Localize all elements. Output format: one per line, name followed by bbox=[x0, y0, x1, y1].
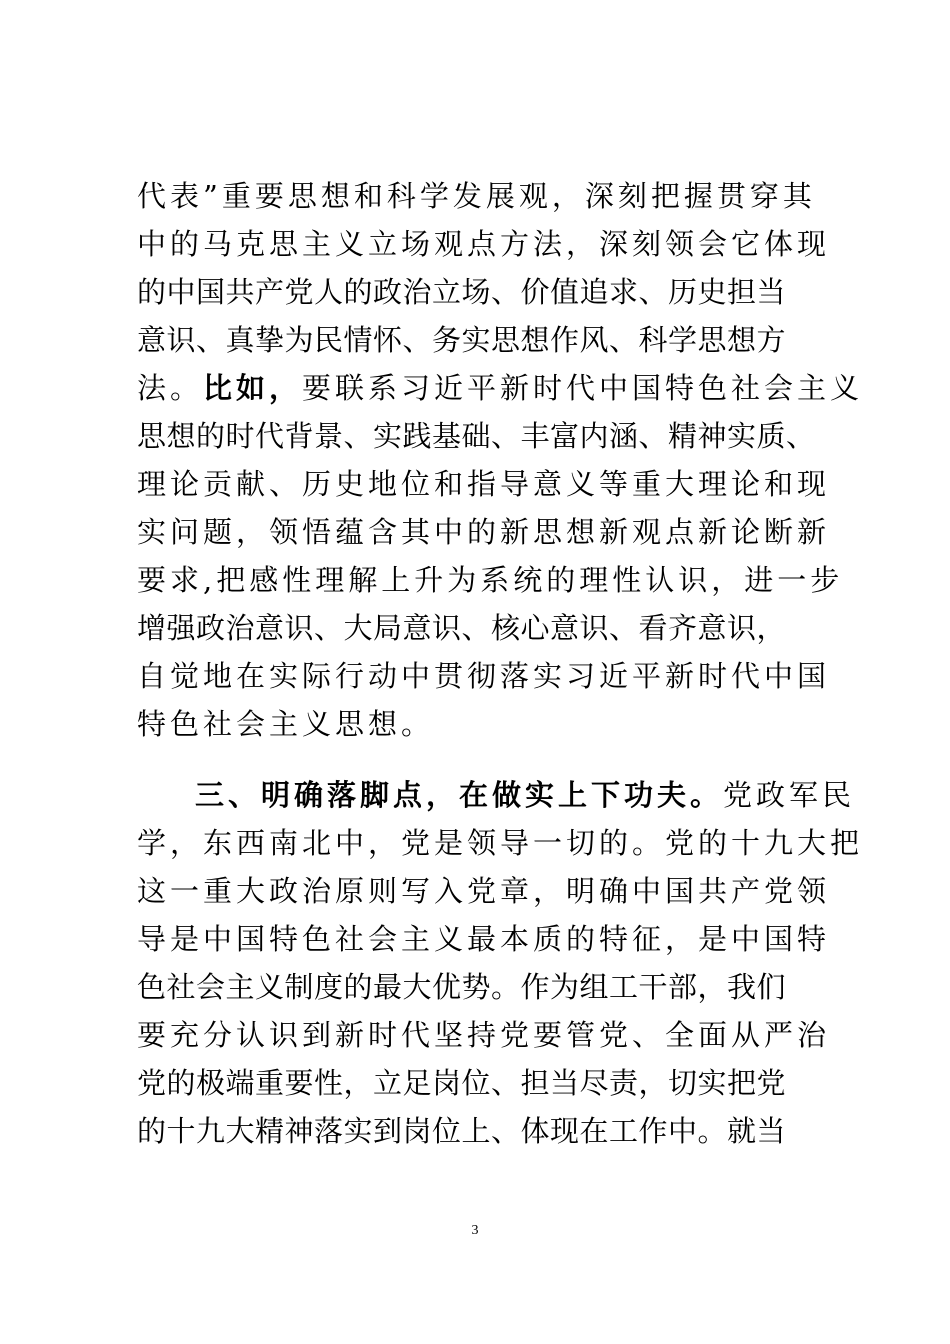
text-line: 理论贡献、历史地位和指导意义等重大理论和现 bbox=[137, 467, 831, 501]
text-line bbox=[137, 364, 864, 412]
text-line: 导是中国特色社会主义最本质的特征，是中国特 bbox=[137, 922, 831, 956]
text-line: 的中国共产党人的政治立场、价值追求、历史担当 bbox=[137, 275, 787, 309]
text-run: 法。 bbox=[137, 371, 204, 405]
text-run: 党政军民 bbox=[723, 778, 856, 812]
text-run: 要联系习近平新时代中国特色社会主义 bbox=[302, 371, 864, 405]
text-line bbox=[137, 771, 856, 819]
text-line: 增强政治意识、大局意识、核心意识、看齐意识， bbox=[137, 611, 787, 645]
section-heading: 三、明确落脚点，在做实上下功夫。 bbox=[195, 778, 724, 812]
bold-phrase: 比如， bbox=[203, 371, 303, 405]
text-line: 要求,把感性理解上升为系统的理性认识，进一步 bbox=[137, 563, 844, 597]
text-line: 实问题，领悟蕴含其中的新思想新观点新论断新 bbox=[137, 515, 831, 549]
section-three-paragraph bbox=[137, 771, 864, 1155]
text-line: 学，东西南北中，党是领导一切的。党的十九大把 bbox=[137, 826, 864, 860]
text-line: 党的极端重要性，立足岗位、担当尽责，切实把党 bbox=[137, 1066, 787, 1100]
text-line: 这一重大政治原则写入党章，明确中国共产党领 bbox=[137, 874, 831, 908]
text-line: 色社会主义制度的最大优势。作为组工干部，我们 bbox=[137, 970, 787, 1004]
page-number: 3 bbox=[471, 1223, 479, 1238]
text-line: 的十九大精神落实到岗位上、体现在工作中。就当 bbox=[137, 1114, 787, 1148]
paragraph-continued bbox=[137, 172, 864, 748]
text-line: 思想的时代背景、实践基础、丰富内涵、精神实质、 bbox=[137, 419, 816, 453]
text-line: 自觉地在实际行动中贯彻落实习近平新时代中国 bbox=[137, 659, 831, 693]
text-line: 要充分认识到新时代坚持党要管党、全面从严治 bbox=[137, 1018, 831, 1052]
text-line: 中的马克思主义立场观点方法，深刻领会它体现 bbox=[137, 227, 831, 261]
text-line: 特色社会主义思想。 bbox=[137, 707, 435, 741]
text-line: 代表”重要思想和科学发展观，深刻把握贯穿其 bbox=[137, 179, 816, 213]
text-line: 意识、真挚为民情怀、务实思想作风、科学思想方 bbox=[137, 323, 787, 357]
